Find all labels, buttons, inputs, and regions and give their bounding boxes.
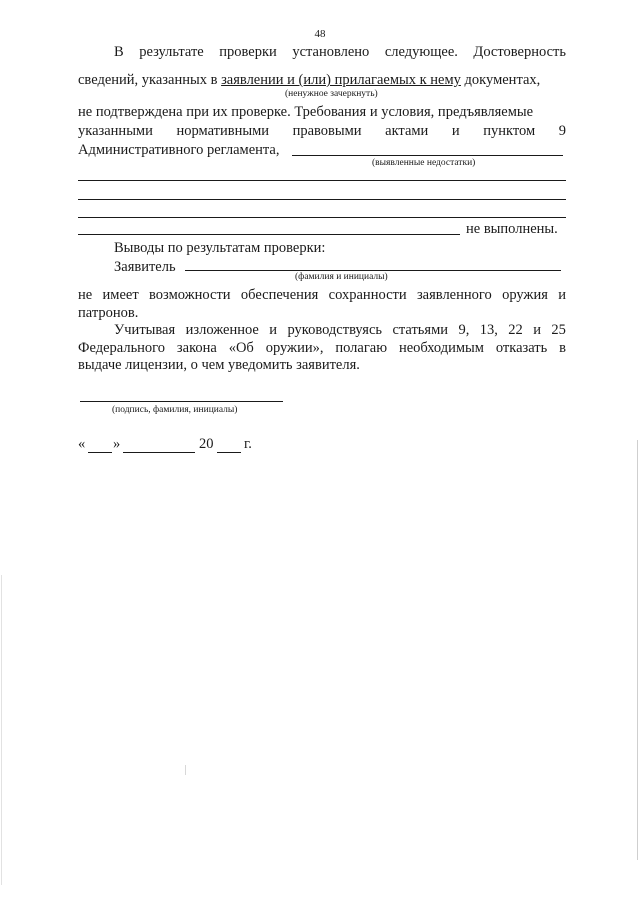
hint-signature: (подпись, фамилия, инициалы): [112, 405, 238, 415]
word: 9: [558, 123, 566, 139]
conclusions-line-2: патронов.: [78, 305, 139, 321]
word: установлено: [292, 44, 370, 60]
word: отказать: [495, 340, 548, 356]
blank-line-1: [78, 180, 566, 181]
p3-line-2: [78, 340, 566, 357]
word: не: [78, 287, 93, 303]
applicant-name-line: [185, 270, 561, 271]
word: следующее.: [384, 44, 458, 60]
p1-line-4: [78, 123, 566, 140]
deficiencies-blank-line: [292, 155, 563, 156]
scan-speck: [185, 765, 186, 775]
blank-line-3: [78, 217, 566, 218]
date-year-blank: [217, 452, 241, 453]
word: Федерального: [78, 340, 166, 356]
word: имеет: [102, 287, 139, 303]
word: проверки: [219, 44, 277, 60]
word: нормативными: [176, 123, 270, 139]
conclusions-line-1: [78, 287, 566, 304]
hint-strike-unnecessary: (ненужное зачеркнуть): [285, 89, 378, 99]
word: Достоверность: [473, 44, 566, 60]
word: 22: [508, 322, 523, 338]
word: указанными: [78, 123, 153, 139]
date-day-blank: [88, 452, 112, 453]
conclusions-heading: Выводы по результатам проверки:: [114, 240, 326, 256]
word: заявленного: [416, 287, 492, 303]
scan-edge-left: [1, 575, 2, 885]
word: 25: [551, 322, 566, 338]
word: и: [558, 287, 566, 303]
p3-line-3: выдаче лицензии, о чем уведомить заявителя.: [78, 357, 360, 373]
page-number: 48: [314, 28, 326, 40]
word: сохранности: [328, 287, 407, 303]
word: Учитывая: [114, 322, 176, 338]
p1-line-1: [114, 44, 566, 61]
word: актами: [385, 123, 429, 139]
word: оружии»,: [265, 340, 324, 356]
word: полагаю: [335, 340, 388, 356]
date-year-prefix: 20: [199, 436, 214, 452]
word: и: [533, 322, 541, 338]
date-month-blank: [123, 452, 195, 453]
word: изложенное: [185, 322, 259, 338]
word: 9,: [458, 322, 470, 338]
date-open-quote: «: [78, 436, 86, 452]
word: и: [451, 123, 460, 139]
strike-choice-underlined: заявлении и (или) прилагаемых к нему: [221, 72, 461, 88]
word: статьями: [392, 322, 449, 338]
not-fulfilled-text: не выполнены.: [466, 221, 558, 237]
word: результате: [139, 44, 204, 60]
text-segment: документах,: [460, 72, 541, 88]
word: закона: [176, 340, 217, 356]
blank-line-2: [78, 199, 566, 200]
text-segment: сведений, указанных в: [78, 72, 222, 88]
scan-edge-right: [637, 440, 638, 860]
word: «Об: [228, 340, 254, 356]
word: руководствуясь: [287, 322, 383, 338]
word: пунктом: [483, 123, 536, 139]
p3-line-1: [114, 322, 566, 339]
blank-line-4: [78, 234, 460, 235]
word: В: [114, 44, 124, 60]
hint-name: (фамилия и инициалы): [295, 272, 388, 282]
date-close-quote: »: [113, 436, 121, 452]
p1-line-3: не подтверждена при их проверке. Требования и условия, предъявляемые: [78, 104, 534, 120]
date-year-suffix: г.: [244, 436, 252, 452]
hint-deficiencies: (выявленные недостатки): [372, 158, 476, 168]
word: правовыми: [292, 123, 362, 139]
word: оружия: [502, 287, 548, 303]
word: 13,: [479, 322, 498, 338]
word: необходимым: [398, 340, 484, 356]
p1-line-2: [78, 72, 566, 89]
word: возможности: [149, 287, 231, 303]
word: и: [269, 322, 278, 338]
signature-line: [80, 401, 283, 402]
applicant-label: Заявитель: [114, 259, 176, 275]
word: в: [559, 340, 566, 356]
word: обеспечения: [240, 287, 319, 303]
p1-line-5: Административного регламента,: [78, 142, 280, 158]
